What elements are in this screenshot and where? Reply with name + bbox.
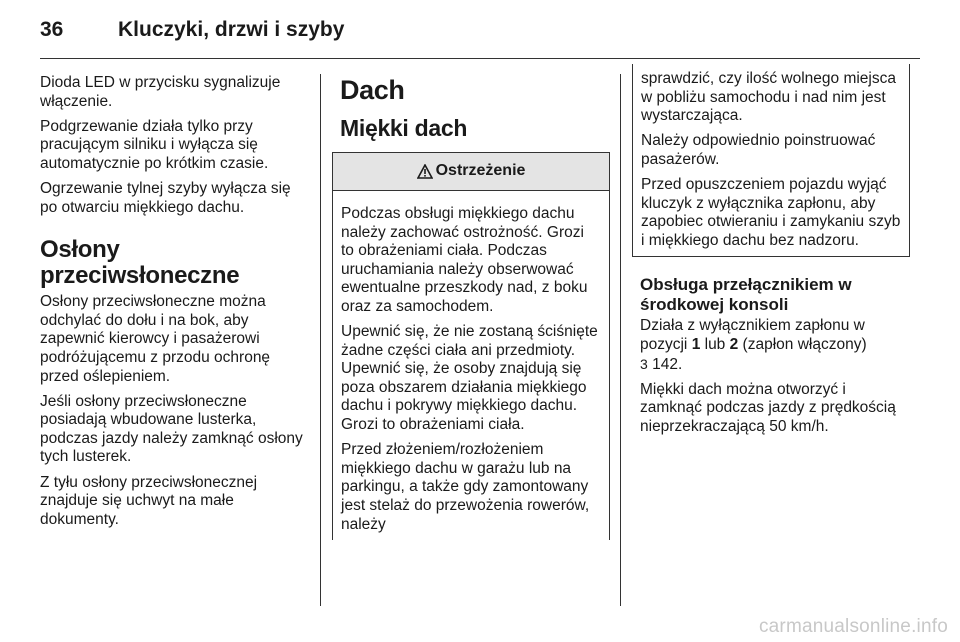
column-divider-2	[620, 74, 621, 606]
warning-box-continued	[632, 64, 910, 257]
warning-header	[333, 152, 609, 191]
paragraph: Osłony przeciwsłoneczne można odchylać do dołu i na bok, aby zapewnić kierowcy i pasażerowi podróżującemu z przodu ochronę przed oślepieniem.	[40, 293, 271, 385]
warning-paragraph: Upewnić się, że nie zostaną ściśnięte żadne części ciała ani przedmioty. Upewnić się, że osoby znajdują się poza obszarem działania miękkiego dachu i pokrywy miękkiego dachu. Grozi to obrażeniami ciała.	[341, 323, 598, 434]
page-title: Kluczyki, drzwi i szyby	[118, 18, 345, 41]
warning-paragraph: Przed opuszczeniem pojazdu wyjąć kluczyk z wyłącznika zapłonu, aby zapobiec otwieraniu i zamykaniu szyb i miękkiego dachu bez nadzoru.	[641, 175, 901, 249]
paragraph: Dioda LED w przycisku sygnalizuje włączenie.	[40, 74, 281, 110]
column-2	[340, 74, 602, 540]
warning-paragraph: Należy odpowiednio poinstruować pasażerów.	[641, 132, 876, 168]
paragraph: Działa z wyłącznikiem zapłonu w pozycji 1 lub 2 (zapłon włączony) 3 142.	[640, 317, 867, 373]
column-divider-1	[320, 74, 321, 606]
chapter-heading: Dach	[340, 75, 405, 105]
warning-paragraph: Przed złożeniem/rozłożeniem miękkiego dachu w garażu lub na parkingu, a także gdy zamontowany jest stelaż do przewożenia rowerów, należy	[341, 441, 590, 533]
watermark: carmanualsonline.info	[758, 616, 948, 637]
warning-triangle-icon	[417, 164, 433, 179]
page-reference-arrow-icon: 3	[640, 355, 648, 372]
subsection-heading: Miękki dach	[340, 115, 468, 141]
warning-paragraph: sprawdzić, czy ilość wolnego miejsca w pobliżu samochodu i nad nim jest wystarczająca.	[641, 70, 896, 125]
warning-label: Ostrzeżenie	[435, 162, 526, 180]
paragraph: Z tyłu osłony przeciwsłonecznej znajduje się uchwyt na małe dokumenty.	[40, 473, 258, 528]
warning-box	[332, 152, 610, 540]
page-header	[40, 18, 344, 46]
column-3	[640, 70, 902, 443]
page-reference[interactable]: 142.	[652, 355, 683, 373]
page-number: 36	[40, 18, 64, 41]
paragraph: Miękki dach można otworzyć i zamknąć podczas jazdy z prędkością nieprzekraczającą 50 km/h.	[640, 380, 896, 435]
paragraph: Podgrzewanie działa tylko przy pracującym silniku i wyłącza się automatycznie po krótkim czasie.	[40, 117, 269, 172]
subsection-heading: Obsługa przełącznikiem w środkowej konsoli	[640, 275, 852, 315]
section-heading: Osłony przeciwsłoneczne	[40, 236, 240, 290]
column-1	[40, 74, 310, 536]
warning-paragraph: Podczas obsługi miękkiego dachu należy zachować ostrożność. Grozi to obrażeniami ciała. Podczas uruchamiania należy obserwować ewentualne przeszkody nad, z boku oraz za samochodem.	[341, 205, 588, 315]
header-divider	[40, 58, 920, 59]
paragraph: Ogrzewanie tylnej szyby wyłącza się po otwarciu miękkiego dachu.	[40, 179, 291, 216]
paragraph: Jeśli osłony przeciwsłoneczne posiadają wbudowane lusterka, podczas jazdy należy zamknąć osłony tych lusterek.	[40, 392, 303, 466]
